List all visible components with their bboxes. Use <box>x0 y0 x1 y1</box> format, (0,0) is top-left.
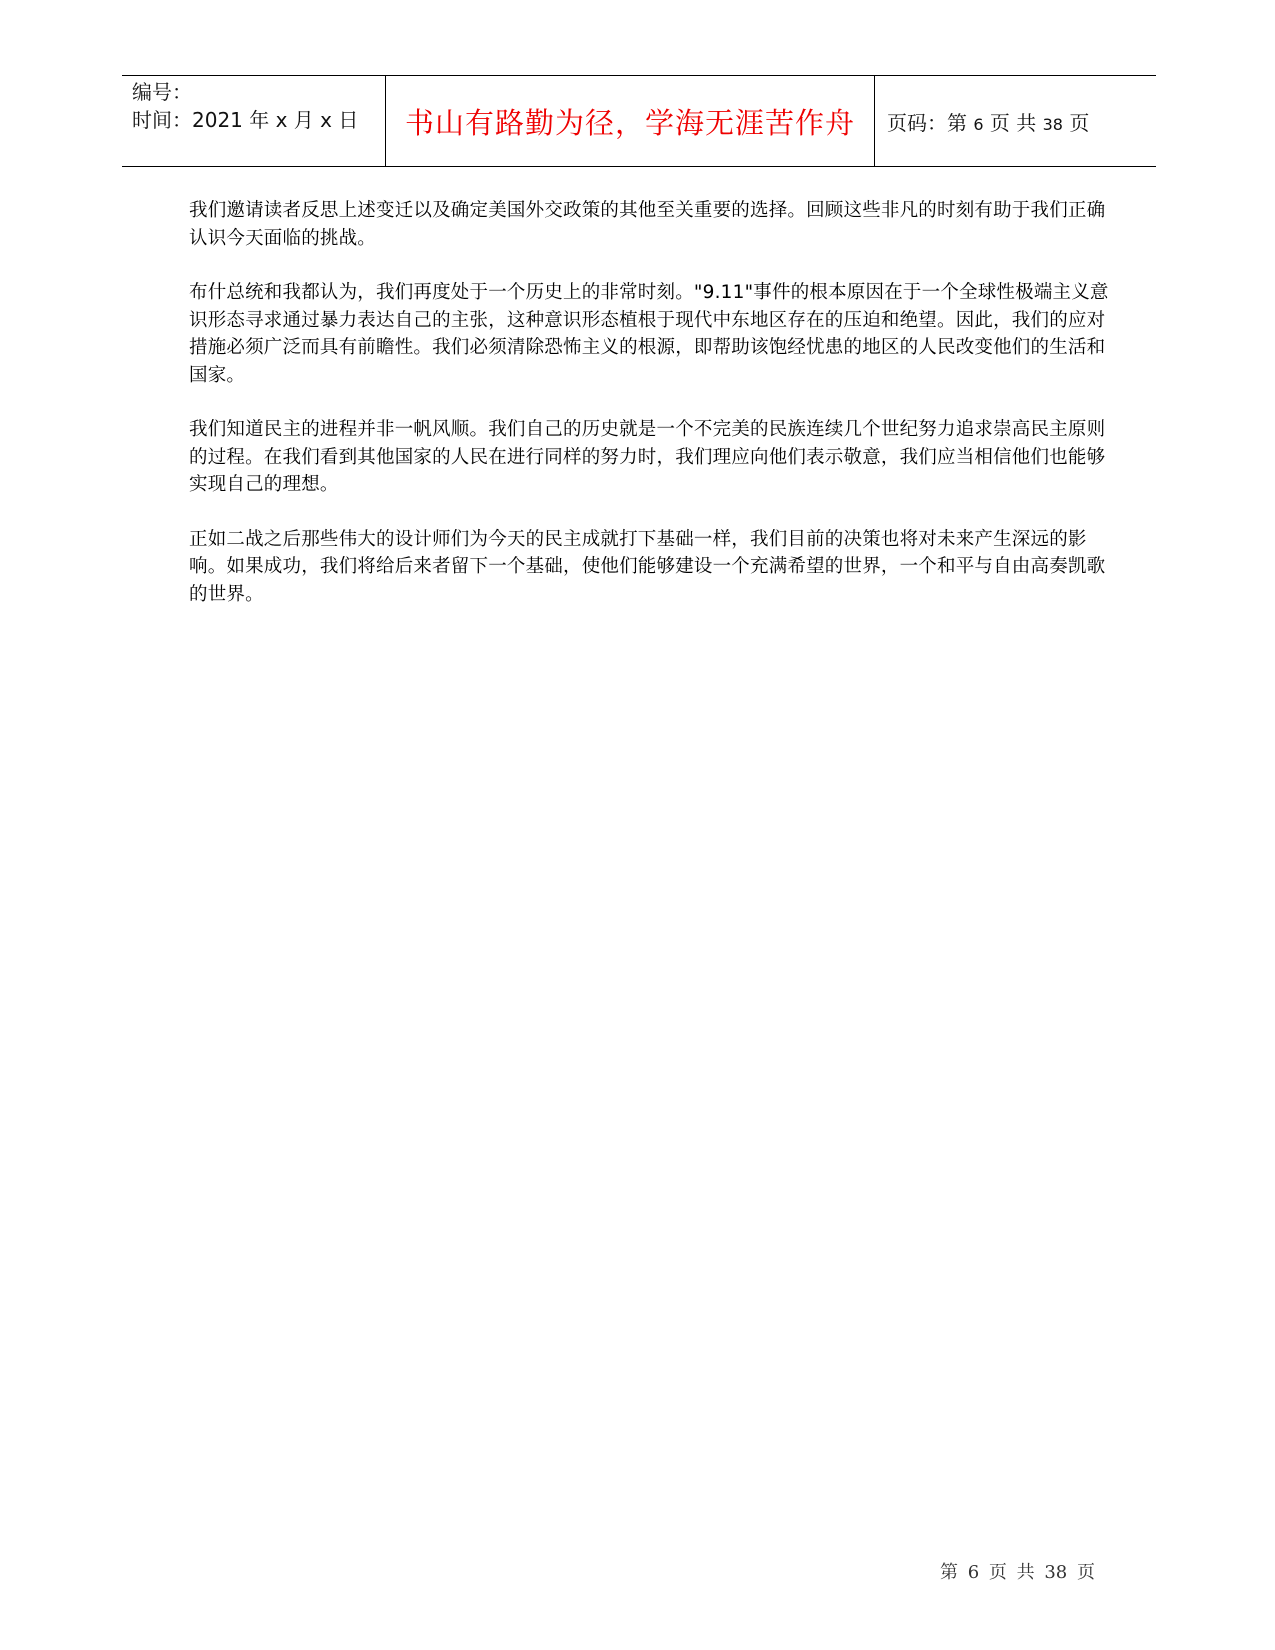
header-page-info <box>887 107 1089 136</box>
page-header <box>122 75 1156 167</box>
header-page-cell <box>875 76 1156 166</box>
document-number-label: 编号： <box>132 80 192 104</box>
page-total: 38 <box>1042 114 1063 134</box>
header-motto-cell <box>386 76 875 166</box>
body-paragraph: 正如二战之后那些伟大的设计师们为今天的民主成就打下基础一样，我们目前的决策也将对未来产生深远的影响。如果成功，我们将给后来者留下一个基础，使他们能够建设一个充满希望的世界，一个和平与自由高奏凯歌的世界。 <box>189 528 1106 605</box>
body-paragraph: 我们知道民主的进程并非一帆风顺。我们自己的历史就是一个不完美的民族连续几个世纪努力追求崇高民主原则的过程。在我们看到其他国家的人民在进行同样的努力时，我们理应向他们表示敬意，我们应当相信他们也能够实现自己的理想。 <box>189 419 1106 495</box>
document-body <box>189 197 1109 635</box>
page-mid: 页 共 <box>989 110 1037 135</box>
header-meta-cell <box>122 76 386 166</box>
header-motto: 书山有路勤为径，学海无涯苦作舟 <box>404 105 855 140</box>
page-current: 6 <box>973 114 984 134</box>
page-footer: 第 6 页 共 38 页 <box>940 1562 1095 1583</box>
body-paragraph: 我们邀请读者反思上述变迁以及确定美国外交政策的其他至关重要的选择。回顾这些非凡的时刻有助于我们正确认识今天面临的挑战。 <box>189 200 1106 249</box>
document-time-label: 时间：2021 年 x 月 x 日 <box>132 108 359 132</box>
page-suffix: 页 <box>1069 110 1090 135</box>
page-prefix: 页码：第 <box>887 110 967 135</box>
body-paragraph: 布什总统和我都认为，我们再度处于一个历史上的非常时刻。"9.11"事件的根本原因在于一个全球性极端主义意识形态寻求通过暴力表达自己的主张，这种意识形态植根于现代中东地区存在的压迫和绝望。因此，我们的应对措施必须广泛而具有前瞻性。我们必须清除恐怖主义的根源，即帮助该饱经忧患的地区的人民改变他们的生活和国家。 <box>189 282 1109 386</box>
